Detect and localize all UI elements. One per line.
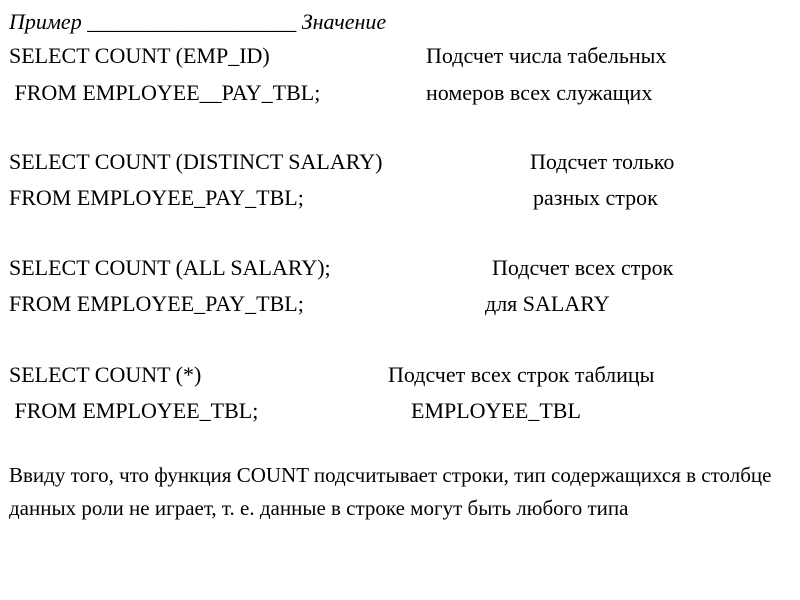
example-3-description-line-1: Подсчет всех строк	[492, 255, 674, 280]
example-2-query-line-1: SELECT COUNT (DISTINCT SALARY)	[9, 149, 383, 174]
example-1-query-line-2: FROM EMPLOYEE__PAY_TBL;	[9, 80, 321, 105]
example-2-description-line-2: разных строк	[533, 185, 658, 210]
example-2-description-line-1: Подсчет только	[530, 149, 675, 174]
example-3-query-line-2: FROM EMPLOYEE_PAY_TBL;	[9, 291, 304, 316]
example-3-query-line-1: SELECT COUNT (ALL SALARY);	[9, 255, 331, 280]
example-3-description-line-2: для SALARY	[485, 291, 610, 316]
example-1-description-line-1: Подсчет числа табельных	[426, 43, 667, 68]
example-4-description-line-2: EMPLOYEE_TBL	[411, 398, 581, 423]
example-1-description-line-2: номеров всех служащих	[426, 80, 653, 105]
example-4-description-line-1: Подсчет всех строк таблицы	[388, 362, 655, 387]
example-4-query-line-1: SELECT COUNT (*)	[9, 362, 202, 387]
example-1-query-line-1: SELECT COUNT (EMP_ID)	[9, 43, 270, 68]
example-4-query-line-2: FROM EMPLOYEE_TBL;	[9, 398, 259, 423]
example-2-query-line-2: FROM EMPLOYEE_PAY_TBL;	[9, 185, 304, 210]
explanatory-note: Ввиду того, что функция COUNT подсчитывает строки, тип содержащихся в столбце данных роли не играет, т. е. данные в строке могут быть любого типа	[9, 463, 772, 520]
table-header: Пример ___________________ Значение	[9, 9, 387, 34]
